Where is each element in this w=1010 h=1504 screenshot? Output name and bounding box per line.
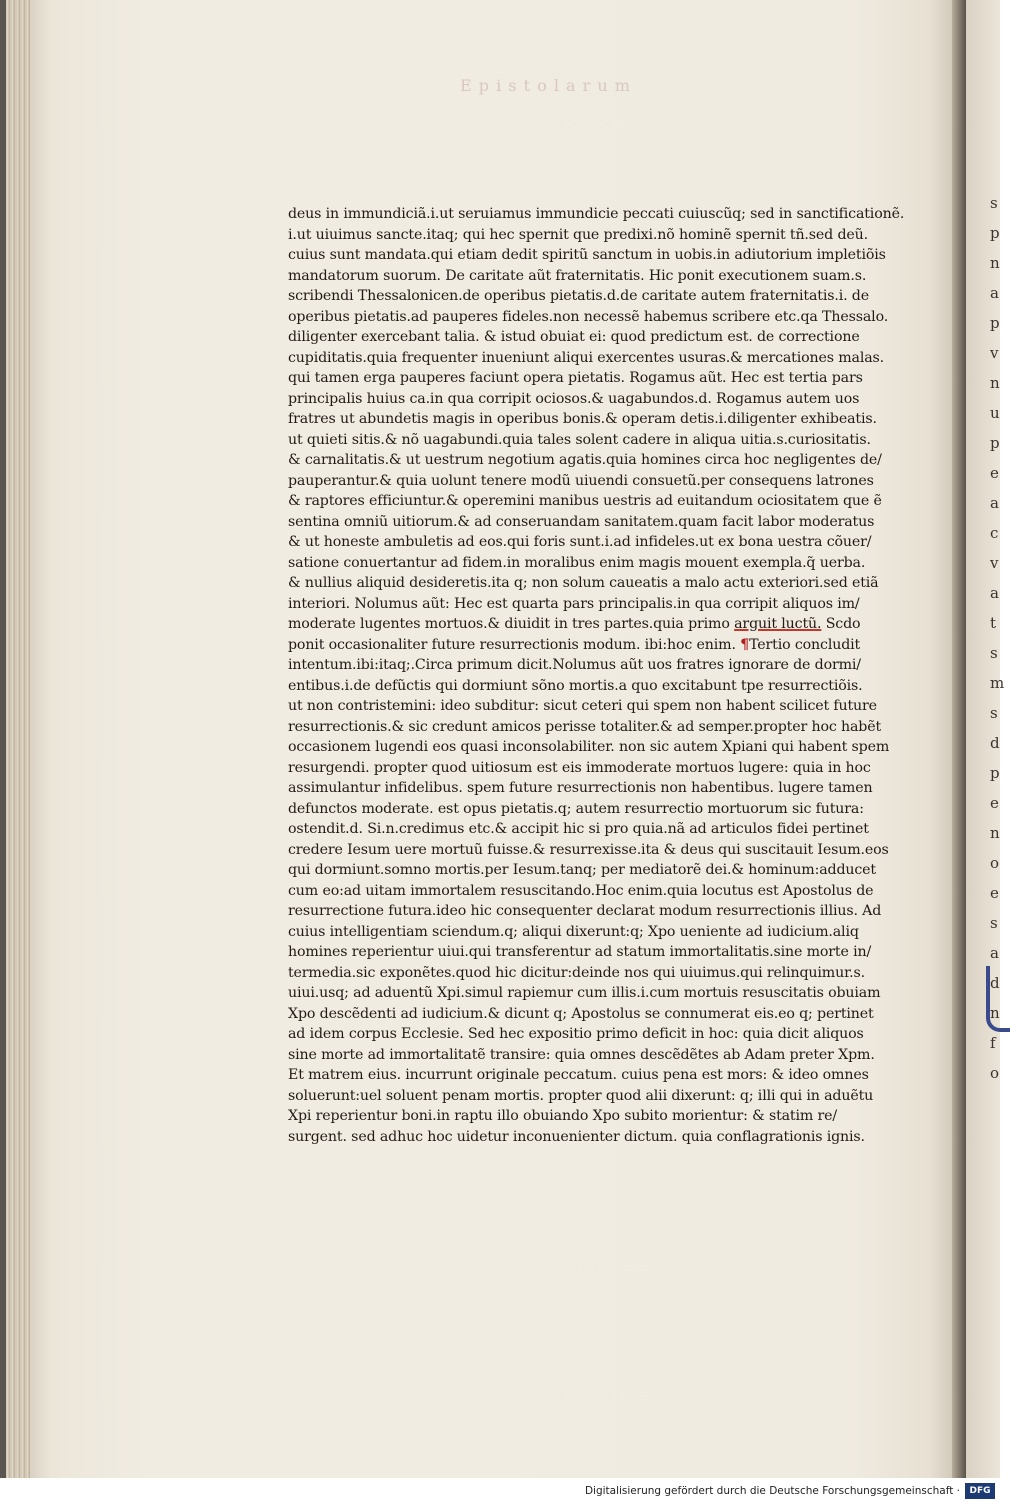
text-line (288, 573, 908, 594)
dfg-logo: DFG (965, 1483, 995, 1499)
line-end-word: Scdo (825, 616, 861, 632)
text-line-content: entibus.i.de defũctis qui dormiunt sõno mortis.a quo excitabunt tpe resurrectiõis. (288, 677, 863, 694)
next-page-letter: e (990, 464, 999, 482)
text-line-content: pauperantur.& quia uolunt tenere modũ uiuendi consuetũ.per consequens latrones (288, 472, 874, 489)
text-line (288, 512, 908, 533)
text-line (288, 553, 908, 574)
text-line-content: sentina omniũ uitiorum.& ad conseruandam sanitatem.quam facit labor moderatus (288, 513, 875, 530)
page-stack-edge (6, 0, 32, 1478)
text-line-content: Et matrem eius. incurrunt originale peccatum. cuius pena est mors: & ideo omnes (288, 1067, 869, 1083)
text-line-content: surgent. sed adhuc hoc uidetur inconuenienter dictum. quia conflagrationis ignis. (288, 1128, 865, 1145)
text-line-content: moderate lugentes mortuos.& diuidit in tres partes.quia primo (288, 616, 730, 632)
text-line-content: resurgendi. propter quod uitiosum est eis immoderate mortuos lugere: quia in hoc (288, 759, 871, 776)
text-line (288, 491, 908, 512)
text-line (288, 655, 908, 676)
next-page-letter: n (990, 254, 1000, 272)
text-line (288, 409, 908, 430)
text-line-content: & carnalitatis.& ut uestrum negotium agatis.quia homines circa hoc negligentes de/ (288, 452, 882, 468)
underlined-phrase: arguit luctũ. (734, 616, 822, 632)
text-line (288, 1004, 908, 1025)
text-line-content: cupiditatis.quia frequenter inueniunt aliqui exercentes usuras.& mercationes malas. (288, 349, 885, 366)
next-page-letter: a (990, 584, 999, 602)
text-line (288, 389, 908, 410)
text-line-content: Xpi reperientur boni.in raptu illo obuiando Xpo subito morientur: & statim re/ (288, 1108, 838, 1124)
text-line-content: ut non contristemini: ideo subditur: sicut ceteri qui spem non habent scilicet future (288, 698, 877, 714)
text-line-content: homines reperientur uiui.qui transferentur ad statum immortalitatis.sine morte in/ (288, 944, 872, 960)
text-line (288, 286, 908, 307)
text-line-content: diligenter exercebant talia. & istud obuiat ei: quod predictum est. de correctione (288, 329, 860, 345)
text-line-content: defunctos moderate. est opus pietatis.q; autem resurrectio mortuorum sic futura: (288, 800, 864, 817)
next-page-letter: s (990, 194, 998, 212)
text-line-content: occasionem lugendi eos quasi inconsolabiliter. non sic autem Xpiani qui habent spem (288, 739, 890, 755)
text-line-content: Xpo descẽdenti ad iudicium.& dicunt q; Apostolus se connumerat eis.eo q; pertinet (288, 1005, 874, 1022)
paragraph-mark-icon: ¶ (740, 636, 750, 653)
next-page-letter: s (990, 914, 998, 932)
next-page-letter: a (990, 284, 999, 302)
text-line-content: cuius sunt mandata.qui etiam dedit spiritũ sanctum in uobis.in adiutorium impletiõis (288, 247, 886, 263)
text-line (288, 430, 908, 451)
text-line-content: scribendi Thessalonicen.de operibus pietatis.d.de caritate autem fraternitatis.i. de (288, 288, 869, 304)
text-line (288, 799, 908, 820)
text-line (288, 1086, 908, 1107)
text-line (288, 963, 908, 984)
text-line (288, 225, 908, 246)
next-page-letter: e (990, 884, 999, 902)
text-line-content: termedia.sic exponẽtes.quod hic dicitur:deinde nos qui uiuimus.qui relinquimur.s. (288, 964, 866, 981)
next-page-edge (966, 0, 1005, 1478)
text-line-content: i.ut uiuimus sancte.itaq; qui hec spernit que predixi.nõ hominẽ spernit tñ.sed deũ. (288, 226, 868, 243)
text-line (288, 901, 908, 922)
next-page-letter: u (990, 404, 1000, 422)
next-page-letter: v (990, 554, 999, 572)
text-line (288, 266, 908, 287)
text-line (288, 737, 908, 758)
text-line (288, 696, 908, 717)
next-page-letter: n (990, 1004, 1000, 1022)
text-line-content: mandatorum suorum. De caritate aũt fraternitatis. Hic ponit executionem suam.s. (288, 267, 867, 284)
next-page-letter: p (990, 764, 1000, 782)
text-line (288, 758, 908, 779)
text-line (288, 922, 908, 943)
next-page-letter: s (990, 704, 998, 722)
text-line-content: cum eo:ad uitam immortalem resuscitando.Hoc enim.quia locutus est Apostolus de (288, 882, 874, 899)
text-line (288, 614, 908, 635)
text-line (288, 717, 908, 738)
text-line (288, 778, 908, 799)
line-tail: Tertio concludit (749, 636, 861, 653)
next-page-letter: v (990, 344, 999, 362)
text-line (288, 1065, 908, 1086)
text-line (288, 327, 908, 348)
text-line-content: & ut honeste ambuletis ad eos.qui foris sunt.i.ad infideles.ut ex bona uestra cõuer/ (288, 534, 872, 550)
text-line-content: fratres ut abundetis magis in operibus bonis.& operam detis.i.diligenter exhibeatis. (288, 411, 877, 427)
text-line (288, 532, 908, 553)
text-line (288, 1106, 908, 1127)
text-line (288, 1024, 908, 1045)
next-page-letter: a (990, 494, 999, 512)
next-page-letter: s (990, 644, 998, 662)
next-page-letter: n (990, 824, 1000, 842)
text-line-content: sine morte ad immortalitatẽ transire: quia omnes descẽdẽtes ab Adam preter Xpm. (288, 1046, 875, 1063)
text-line-content: operibus pietatis.ad pauperes fideles.non necessẽ habemus scribere etc.qa Thessalo. (288, 308, 889, 325)
text-line-content: intentum.ibi:itaq;.Circa primum dicit.Nolumus aũt uos fratres ignorare de dormi/ (288, 657, 861, 673)
next-page-letter: c (990, 524, 999, 542)
next-page-letter: e (990, 794, 999, 812)
next-page-letter: n (990, 374, 1000, 392)
running-head-ghost: E p i s t o l a r u m (460, 76, 631, 95)
next-page-letter: m (990, 674, 1005, 692)
text-line-content: cuius intelligentiam sciendum.q; aliqui dixerunt:q; Xpo ueniente ad iudicium.aliq (288, 923, 859, 940)
next-page-letter: f (990, 1034, 996, 1052)
next-page-letter: p (990, 224, 1000, 242)
text-line-content: ponit occasionaliter future resurrectionis modum. ibi:hoc enim. (288, 636, 736, 653)
text-line (288, 450, 908, 471)
text-line-content: qui tamen erga pauperes faciunt opera pietatis. Rogamus aũt. Hec est tertia pars (288, 370, 863, 386)
next-page-letter: p (990, 314, 1000, 332)
text-line-content: resurrectionis.& sic credunt amicos perisse totaliter.& ad semper.propter hoc habẽt (288, 718, 882, 735)
text-line (288, 942, 908, 963)
text-line (288, 1127, 908, 1148)
text-line (288, 245, 908, 266)
text-line-content: resurrectione futura.ideo hic consequenter declarat modum resurrectionis illius. Ad (288, 903, 882, 919)
text-line-content: assimulantur infidelibus. spem future resurrectionis non habentibus. lugere tamen (288, 780, 873, 796)
text-line-content: soluerunt:uel soluent penam mortis. propter quod alii dixerunt: q; illi qui in aduẽtu (288, 1087, 874, 1104)
text-line-content: credere Iesum uere mortuũ fuisse.& resurrexisse.ita & deus qui suscitauit Iesum.eos (288, 841, 889, 858)
text-line-content: & raptores efficiuntur.& operemini manibus uestris ad euitandum ociositatem que ẽ (288, 493, 882, 509)
text-line (288, 840, 908, 861)
text-line-content: principalis huius ca.in qua corripit ociosos.& uagabundos.d. Rogamus autem uos (288, 390, 860, 407)
text-line-content: qui dormiunt.somno mortis.per Iesum.tanq; per mediatorẽ dei.& hominum:adducet (288, 862, 876, 878)
text-line (288, 1045, 908, 1066)
text-line (288, 983, 908, 1004)
text-line (288, 204, 908, 225)
text-line-content: uiui.usq; ad aduentũ Xpi.simul rapiemur cum illis.i.cum mortuis resuscitatis obuiam (288, 985, 881, 1001)
text-line-content: deus in immundiciã.i.ut seruiamus immundicie peccati cuiuscũq; sed in sanctificationẽ. (288, 206, 905, 222)
next-page-letter: p (990, 434, 1000, 452)
text-line (288, 348, 908, 369)
text-line (288, 881, 908, 902)
text-line (288, 676, 908, 697)
text-line-content: ad idem corpus Ecclesie. Sed hec expositio primo deficit in hoc: quia dicit aliquos (288, 1026, 864, 1042)
next-page-letter: o (990, 854, 1000, 872)
next-page-letter: a (990, 944, 999, 962)
text-line-content: & nullius aliquid desideretis.ita q; non solum caueatis a malo actu exteriori.sed etiã (288, 575, 879, 591)
text-line-content: ut quieti sitis.& nõ uagabundi.quia tales solent cadere in aliqua uitia.s.curiositatis. (288, 431, 871, 448)
text-line (288, 471, 908, 492)
text-line (288, 368, 908, 389)
next-page-letter: d (990, 734, 1000, 752)
text-line (288, 860, 908, 881)
text-line-content: interiori. Nolumus aũt: Hec est quarta pars principalis.in qua corripit aliquos im/ (288, 595, 860, 612)
text-line-content: satione conuertantur ad fidem.in moralibus enim magis mouent exempla.q̃ uerba. (288, 554, 866, 571)
next-page-letter: t (990, 614, 997, 632)
text-line (288, 819, 908, 840)
text-line (288, 635, 908, 656)
text-line (288, 594, 908, 615)
digitization-credit: Digitalisierung gefördert durch die Deutsche Forschungsgemeinschaft · (584, 1485, 960, 1497)
footer-bar (0, 1478, 1000, 1504)
main-text-block (288, 204, 908, 1147)
text-line (288, 307, 908, 328)
text-line-content: ostendit.d. Si.n.credimus etc.& accipit hic si pro quia.nã ad articulos fidei pertinet (288, 821, 869, 837)
next-page-letter: d (990, 974, 1000, 992)
next-page-letter: o (990, 1064, 1000, 1082)
